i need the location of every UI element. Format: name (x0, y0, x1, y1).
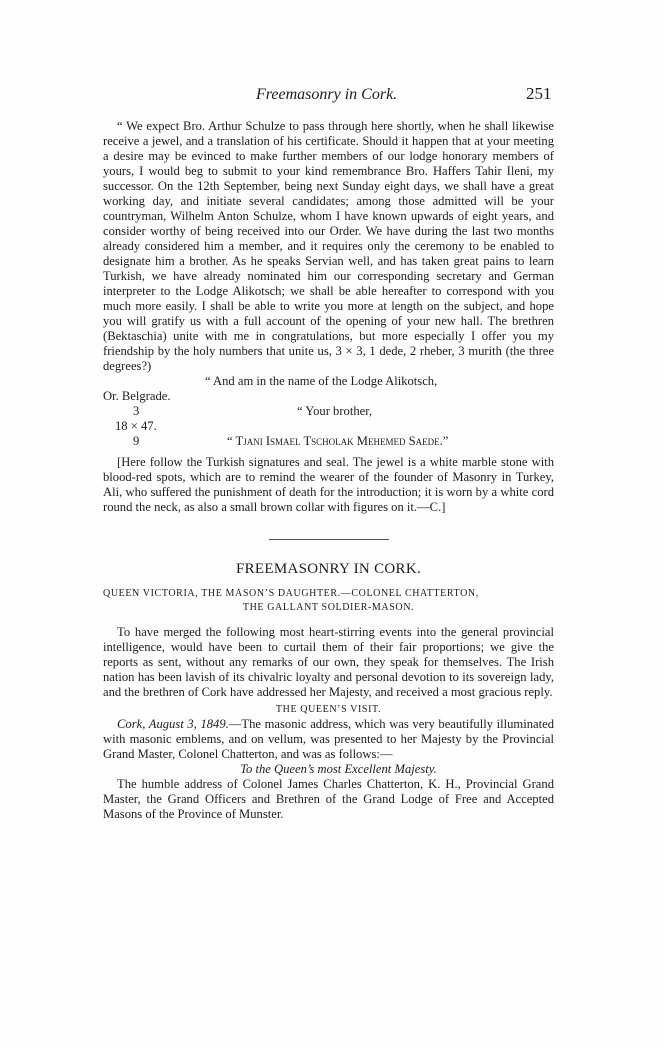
article-subtitle-line1: QUEEN VICTORIA, THE MASON’S DAUGHTER.—COLONEL CHATTERTON, (103, 588, 479, 599)
signature-row-1 (103, 404, 554, 419)
address-text: The humble address of Colonel James Charles Chatterton, K. H., Provincial Grand Master, the Grand Officers and Brethren of the Grand Lodge of Free and Accepted Masons of the Province of Munster. (103, 777, 554, 821)
editorial-note: [Here follow the Turkish signatures and seal. The jewel is a white marble stone with blood-red spots, which are to remind the wearer of the founder of Masonry in Turkey, Ali, who suffered the punishment of death for the introduction; it is worn by a white cord round the neck, as also a small brown collar with figures on it.—C.] (103, 455, 554, 514)
holy-number-b: 18 × 47. (115, 419, 157, 433)
letter-place: Or. Belgrade. (103, 389, 171, 403)
section-divider (269, 539, 389, 540)
holy-number-c: 9 (133, 434, 140, 448)
holy-number-a: 3 (133, 404, 140, 418)
address-heading: To the Queen’s most Excellent Majesty. (240, 762, 437, 776)
report-dateline: Cork, August 3, 1849. (117, 717, 229, 731)
page-content (103, 119, 554, 822)
report-text: —The masonic address, which was very beautifully illuminated with masonic emblems, and on vellum, was presented to her Majesty by the Provincial Grand Master, Colonel Chatterton, and was as follows:— (103, 717, 554, 761)
signature-row-3 (103, 434, 554, 449)
report-paragraph (103, 717, 554, 762)
signature-row-2 (103, 419, 554, 434)
page-number: 251 (526, 84, 552, 103)
letter-closing: “ And am in the name of the Lodge Alikotsch, (205, 374, 438, 388)
running-title: Freemasonry in Cork. (256, 86, 398, 103)
section-heading: THE QUEEN’S VISIT. (275, 704, 382, 715)
article-subtitle-line2: THE GALLANT SOLDIER-MASON. (242, 602, 415, 613)
article-title: FREEMASONRY IN CORK. (235, 561, 422, 577)
letter-body: “ We expect Bro. Arthur Schulze to pass through here shortly, when he shall likewise receive a jewel, and a translation of his certificate. Should it happen that at your meeting a desire may be evinced to make further members of our lodge honorary members of yours, I would beg to submit to your kind remembrance Bro. Haffers Tahir Ileni, my successor. On the 12th September, being next Sunday eight days, we shall have a great working day, and initiate several candidates; among those admitted will be your countryman, Wilhelm Anton Schulze, whom I have known upwards of eight years, and consider worthy of being received into our Order. We have during the last two months already considered him a member, and it requires only the ceremony to be enabled to designate him a brother. As he speaks Servian well, and has taken great pains to learn Turkish, we have already nominated him our corresponding secretary and German interpreter to the Lodge Alikotsch; we shall be able hereafter to correspond with you much more easily. I shall be able to write you more at length on the subject, and hope you will gratify us with a full account of the opening of your new hall. The brethren (Bektaschia) unite with me in congratulations, but more especially I offer you my friendship by the holy numbers that unite us, 3 × 3, 1 dede, 2 rheber, 3 murith (the three degrees?) (103, 119, 554, 373)
article-intro: To have merged the following most heart-stirring events into the general provincial intelligence, would have been to curtail them of their fair proportions; we give the reports as sent, without any remarks of our own, they speak for themselves. The Irish nation has been lavish of its chivalric loyalty and personal devotion to its sovereign lady, and the brethren of Cork have addressed her Majesty, and received a most gracious reply. (103, 625, 554, 699)
your-brother-line: “ Your brother, (297, 404, 373, 418)
signature-name: “ Tjani Ismael Tscholak Mehemed Saede.” (227, 434, 449, 448)
page-header (0, 84, 663, 108)
